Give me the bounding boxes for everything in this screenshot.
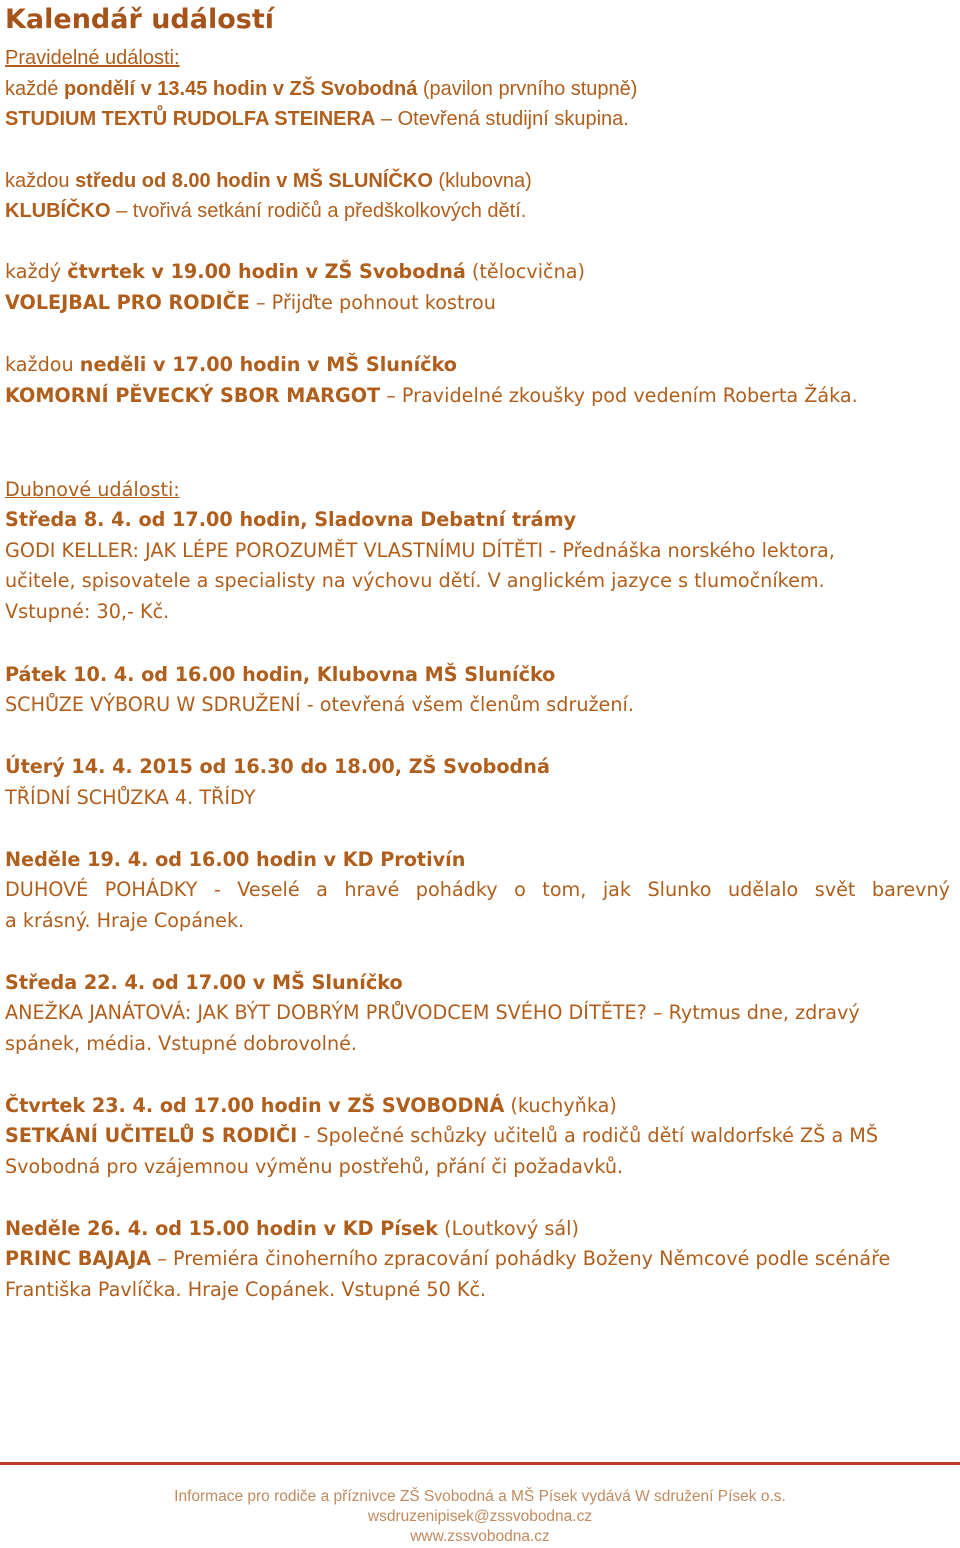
footer-publisher: Informace pro rodiče a příznivce ZŠ Svobodná a MŠ Písek vydává W sdružení Písek o.s. (174, 1488, 786, 1505)
event-desc: - Veselé a hravé pohádky o tom, jak Slunko udělalo svět barevný (197, 878, 951, 901)
regular-event-1-when (5, 74, 950, 104)
when-text: pondělí v 13.45 hodin v ZŠ Svobodná (63, 78, 418, 100)
event-1-line2: učitele, spisovatele a specialisty na výchovu dětí. V anglickém jazyce s tlumočníkem. (5, 569, 825, 592)
event-4-when: Neděle 19. 4. od 16.00 hodin v KD Protivín (5, 848, 466, 871)
when-suffix: (pavilon prvního stupně) (417, 78, 638, 100)
event-4-title (5, 875, 950, 905)
when-prefix: každou (5, 170, 76, 192)
event-6-line2: Svobodná pro vzájemnou výměnu postřehů, přání či požadavků. (5, 1155, 624, 1178)
when-text: středu od 8.00 hodin v MŠ SLUNÍČKO (75, 170, 433, 192)
event-desc: - otevřená všem členům sdružení. (300, 693, 634, 716)
event-name: KOMORNÍ PĚVECKÝ SBOR MARGOT (5, 384, 381, 407)
event-7-when (5, 1214, 950, 1244)
event-name: VOLEJBAL PRO RODIČE (5, 291, 250, 314)
when-text: neděli v 17.00 hodin v MŠ Sluníčko (79, 353, 457, 376)
event-2-title (5, 690, 950, 720)
event-6-title (5, 1121, 950, 1151)
event-7-line2: Františka Pavlíčka. Hraje Copánek. Vstupné 50 Kč. (5, 1278, 487, 1301)
when-suffix: (kuchyňka) (504, 1094, 617, 1117)
regular-events-heading: Pravidelné události: (5, 47, 180, 69)
event-name: SETKÁNÍ UČITELŮ S RODIČI (5, 1124, 298, 1147)
when-text: Čtvrtek 23. 4. od 17.00 hodin v ZŠ SVOBODNÁ (5, 1094, 505, 1117)
event-desc: - Společné schůzky učitelů a rodičů dětí waldorfské ZŠ a MŠ (297, 1124, 879, 1147)
when-suffix: (klubovna) (432, 170, 532, 192)
event-7-title (5, 1244, 950, 1274)
event-3-when: Úterý 14. 4. 2015 od 16.30 do 18.00, ZŠ Svobodná (5, 755, 550, 778)
event-desc: – Pravidelné zkoušky pod vedením Roberta Žáka. (380, 384, 858, 407)
regular-event-2-when (5, 166, 950, 196)
april-events-heading: Dubnové události: (5, 478, 180, 501)
event-6-when (5, 1091, 950, 1121)
event-name: STUDIUM TEXTŮ RUDOLFA STEINERA (5, 108, 376, 130)
event-2-when: Pátek 10. 4. od 16.00 hodin, Klubovna MŠ Sluníčko (5, 663, 556, 686)
regular-event-4-title (5, 381, 950, 411)
regular-event-3-when (5, 257, 950, 287)
event-name: ANEŽKA JANÁTOVÁ: JAK BÝT DOBRÝM PRŮVODCEM SVÉHO DÍTĚTE? (5, 1001, 647, 1024)
event-5-when: Středa 22. 4. od 17.00 v MŠ Sluníčko (5, 971, 403, 994)
event-name: SCHŮZE VÝBORU W SDRUŽENÍ (5, 693, 301, 716)
event-3-title: TŘÍDNÍ SCHŮZKA 4. TŘÍDY (5, 786, 256, 809)
event-desc: – Otevřená studijní skupina. (375, 108, 629, 130)
event-5-title (5, 998, 950, 1028)
regular-event-2-title (5, 196, 950, 226)
footer-divider (0, 1462, 960, 1465)
event-desc: - Přednáška norského lektora, (543, 539, 835, 562)
when-text: čtvrtek v 19.00 hodin v ZŠ Svobodná (67, 260, 466, 283)
event-desc: – tvořivá setkání rodičů a předškolkových dětí. (110, 200, 527, 222)
event-1-title (5, 536, 950, 566)
when-suffix: (Loutkový sál) (438, 1217, 579, 1240)
when-text: Neděle 26. 4. od 15.00 hodin v KD Písek (5, 1217, 439, 1240)
page-title: Kalendář událostí (5, 4, 274, 35)
event-name: DUHOVÉ POHÁDKY (5, 878, 198, 901)
event-name: PRINC BAJAJA (5, 1247, 152, 1270)
event-desc: – Rytmus dne, zdravý (646, 1001, 860, 1024)
event-4-line2: a krásný. Hraje Copánek. (5, 909, 245, 932)
regular-event-1-title (5, 104, 950, 134)
regular-event-3-title (5, 288, 950, 318)
event-name: KLUBÍČKO (5, 200, 111, 222)
when-prefix: každý (5, 260, 68, 283)
footer-email[interactable]: wsdruzenipisek@zssvobodna.cz (367, 1508, 593, 1525)
when-suffix: (tělocvična) (465, 260, 585, 283)
regular-event-4-when (5, 350, 950, 380)
event-desc: – Premiéra činoherního zpracování pohádky Boženy Němcové podle scénáře (151, 1247, 891, 1270)
event-desc: – Přijďte pohnout kostrou (249, 291, 496, 314)
footer-website[interactable]: www.zssvobodna.cz (410, 1528, 550, 1545)
event-5-line2: spánek, média. Vstupné dobrovolné. (5, 1032, 358, 1055)
when-prefix: každou (5, 353, 80, 376)
event-1-when: Středa 8. 4. od 17.00 hodin, Sladovna Debatní trámy (5, 508, 577, 531)
event-1-line3: Vstupné: 30,- Kč. (5, 600, 170, 623)
event-name: GODI KELLER: JAK LÉPE POROZUMĚT VLASTNÍMU DÍTĚTI (5, 539, 544, 562)
when-prefix: každé (5, 78, 64, 100)
